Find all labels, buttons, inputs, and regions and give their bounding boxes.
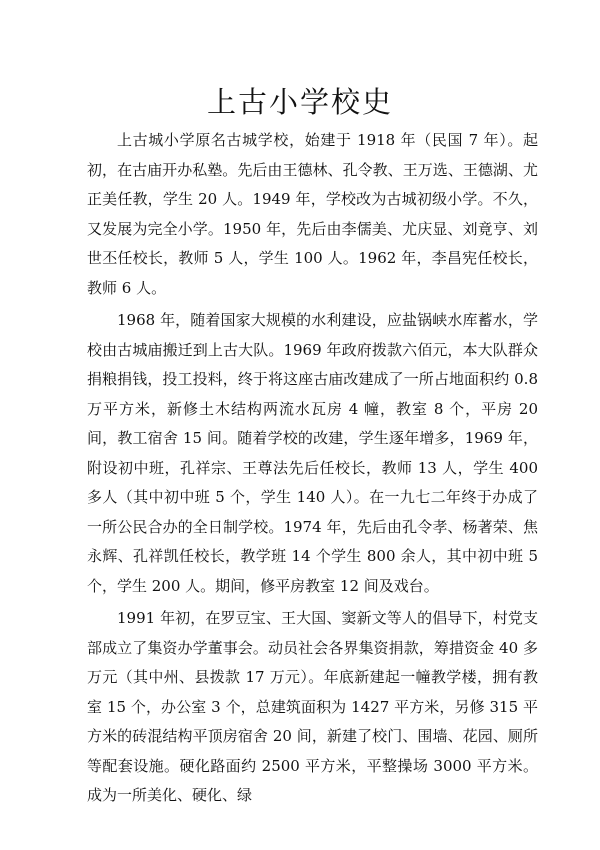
paragraph-fundraising: 1991 年初，在罗豆宝、王大国、窦新文等人的倡导下，村党支部成立了集资办学董事会。动员社会各界集资捐款，筹措资金 40 多万元（其中州、县拨款 17 万元）。年底新建起一幢教学楼，拥有教室 15 个，办公室 3 个，总建筑面积为 1427 平方米，另修 315 平方米的砖混结构平顶房宿舍 20 间，新建了校门、围墙、花园、厕所等配套设施。硬化路面约 2500 平方米，平整操场 3000 平方米。成为一所美化、硬化、绿 (87, 609, 538, 804)
page-title: 上古小学校史 (206, 85, 393, 119)
document-body (87, 126, 538, 811)
paragraph-relocation: 1968 年，随着国家大规模的水利建设，应盐锅峡水库蓄水，学校由古城庙搬迁到上古大队。1969 年政府拨款六佰元，本大队群众捐粮捐钱，投工投料，终于将这座古庙改建成了一所占地面积约 0.8 万平方米，新修土木结构两流水瓦房 4 幢，教室 8 个，平房 20 间，教工宿舍 15 间。随着学校的改建，学生逐年增多，1969 年，附设初中班，孔祥宗、王尊法先后任校长，教师 13 人，学生 400 多人（其中初中班 5 个，学生 140 人）。在一九七二年终于办成了一所公民合办的全日制学校。1974 年，先后由孔令孝、杨著荣、焦永辉、孔祥凯任校长，教学班 14 个学生 800 余人，其中初中班 5 个，学生 200 人。期间，修平房教室 12 间及戏台。 (87, 311, 538, 595)
paragraph-founding: 上古城小学原名古城学校，始建于 1918 年（民国 7 年）。起初，在古庙开办私塾。先后由王德林、孔令教、王万选、王德湖、尤正美任教，学生 20 人。1949 年，学校改为古城初级小学。不久，又发展为完全小学。1950 年，先后由李儒美、尤庆显、刘竟亨、刘世丕任校长，教师 5 人，学生 100 人。1962 年，李昌宪任校长，教师 6 人。 (87, 131, 538, 297)
